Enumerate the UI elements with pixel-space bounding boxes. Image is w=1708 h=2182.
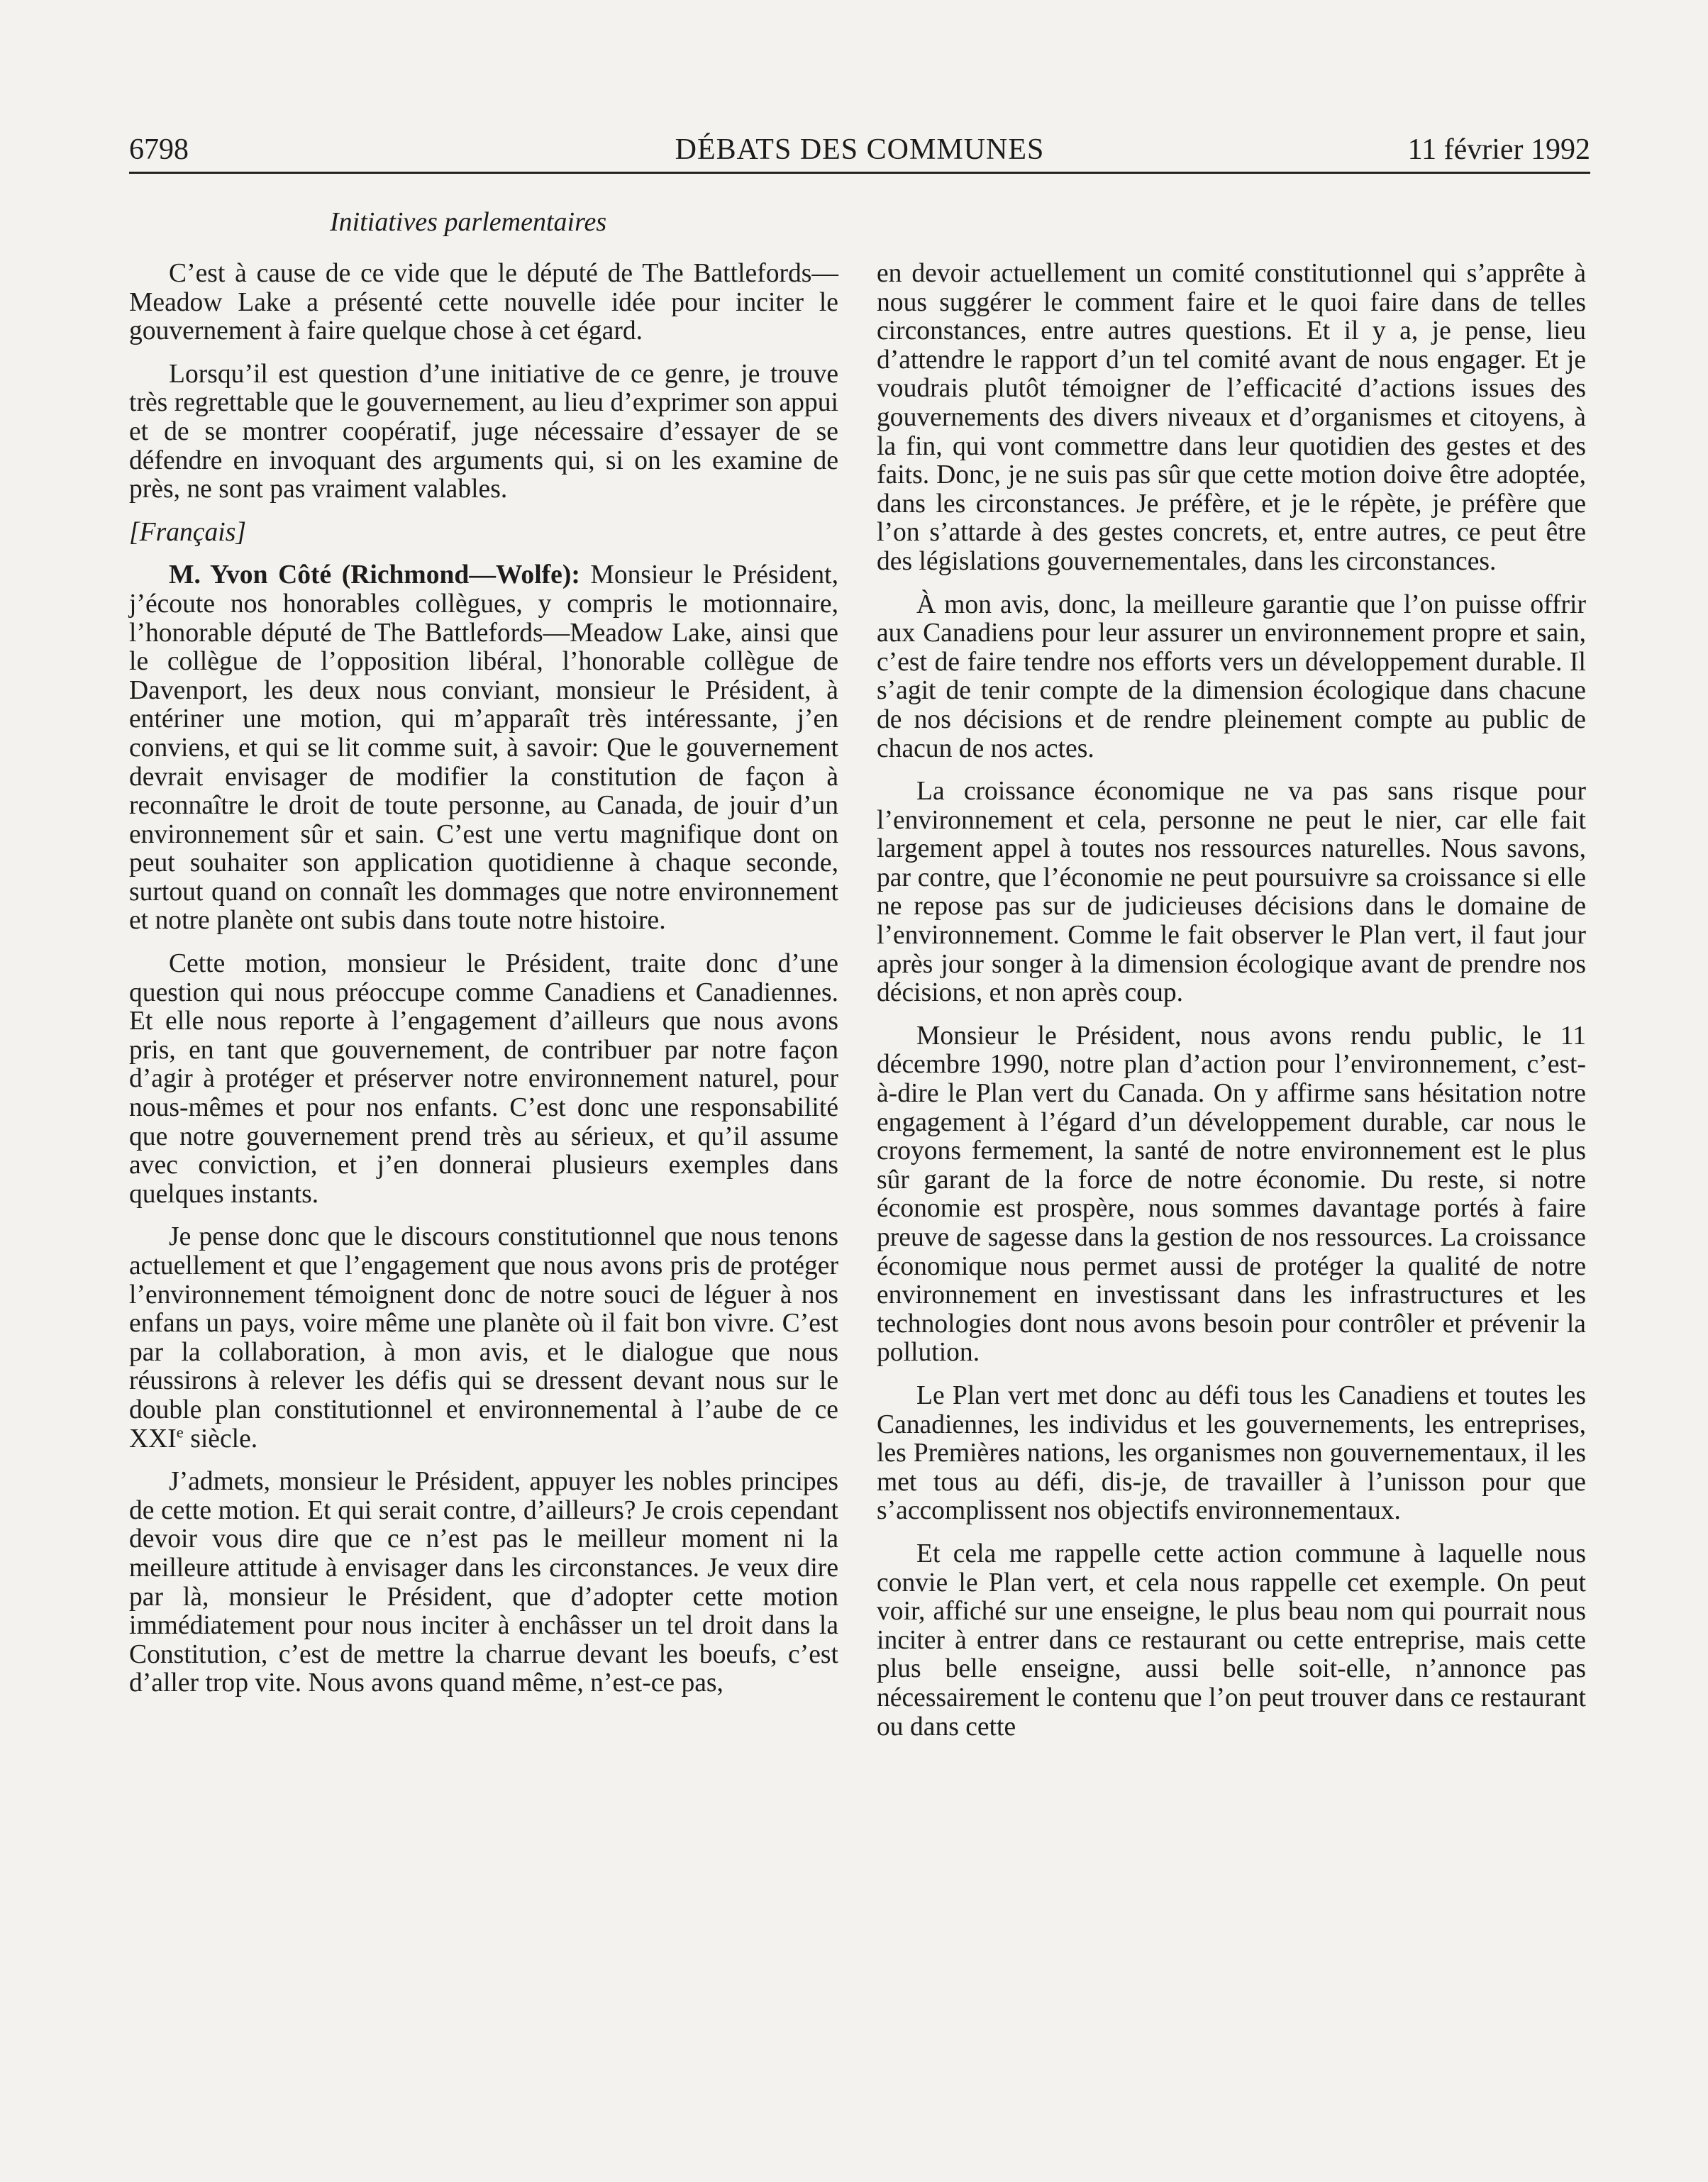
speech-paragraph: [129, 561, 838, 936]
paragraph-text-end: siècle.: [183, 1424, 258, 1453]
language-marker: [Français]: [129, 517, 246, 547]
paragraph: Le Plan vert met donc au défi tous les Canadiens et toutes les Canadiennes, les individus et les gouvernements, les entreprises, les Premières nations, les organismes non gouvernementaux, il les met tous au défi, dis-je, de travailler à l’unisson pour que s’accomplissent nos objectifs environnementaux.: [877, 1380, 1586, 1526]
paragraph: Lorsqu’il est question d’une initiative de ce genre, je trouve très regrettable que le gouvernement, au lieu d’exprimer son appui et de se montrer coopératif, juge nécessaire d’essayer de se défendre en invoquant des arguments qui, si on les examine de près, ne sont pas vraiment valables.: [129, 359, 838, 504]
paragraph: Monsieur le Président, nous avons rendu public, le 11 décembre 1990, notre plan d’action pour l’environnement, c’est-à-dire le Plan vert du Canada. On y affirme sans hésitation notre engagement à l’égard d’un développement durable, car nous le croyons fermement, la santé de notre environnement est le plus sûr garant de la force de notre économie. Du reste, si notre économie est prospère, nous sommes davantage portés à faire preuve de sagesse dans la gestion de nos ressources. La croissance économique nous permet aussi de protéger la qualité de notre environnement en investissant dans les infrastructures et les technologies dont nous avons besoin pour contrôler et prévenir la pollution.: [877, 1021, 1586, 1368]
speech-text: Monsieur le Président, j’écoute nos honorables collègues, y compris le motionnaire, l’honorable député de The Battlefords—Meadow Lake, ainsi que le collègue de l’opposition libéral, l’honorable collègue de Davenport, les deux nous conviant, monsieur le Président, à entériner une motion, qui m’apparaît très intéressante, j’en conviens, et qui se lit comme suit, à savoir: Que le gouvernement devrait envisager de modifier la constitution de façon à reconnaître le droit de toute personne, au Canada, de jouir d’un environnement sûr et sain. C’est une vertu magnifique dont on peut souhaiter son application quotidienne à chaque seconde, surtout quand on connaît les dommages que notre environnement et notre planète ont subis dans toute notre histoire.: [129, 560, 838, 936]
right-column: [877, 260, 1586, 1756]
superscript: e: [176, 1423, 184, 1441]
speaker-name: M. Yvon Côté (Richmond—Wolfe):: [169, 560, 580, 590]
page-header: [129, 132, 1590, 174]
issue-date: 11 février 1992: [1407, 133, 1590, 166]
paragraph-text: Je pense donc que le discours constitutionnel que nous tenons actuellement et que l’engagement que nous avons pris de protéger l’environnement témoignent donc de notre souci de léguer à nos enfans un pays, voire même une planète où il fait bon vivre. C’est par la collaboration, à mon avis, et le dialogue que nous réussirons à relever les défis qui se dressent devant nous sur le double plan constitutionnel et environnemental à l’aube de ce XXI: [129, 1222, 838, 1453]
section-heading: Initiatives parlementaires: [330, 207, 607, 237]
left-column: [129, 260, 838, 1712]
page-number: 6798: [129, 133, 189, 166]
paragraph-continued: en devoir actuellement un comité constitutionnel qui s’apprête à nous suggérer le comment faire et le quoi faire dans de telles circonstances, entre autres questions. Et il y a, je pense, lieu d’attendre le rapport d’un tel comité avant de nous engager. Et je voudrais plutôt témoigner de l’efficacité d’actions issues des gouvernements des divers niveaux et d’organismes et citoyens, à la fin, qui vont commettre dans leur quotidien des gestes et des faits. Donc, je ne suis pas sûr que cette motion doive être adoptée, dans les circonstances. Je préfère, et je le répète, je préfère que l’on s’attarde à des gestes concrets, et, entre autres, ce peut être des législations gouvernementales, dans les circonstances.: [877, 259, 1586, 576]
paragraph: J’admets, monsieur le Président, appuyer les nobles principes de cette motion. Et qui serait contre, d’ailleurs? Je crois cependant devoir vous dire que ce n’est pas le meilleur moment ni la meilleure attitude à envisager dans les circonstances. Je veux dire par là, monsieur le Président, que d’adopter cette motion immédiatement pour nous inciter à enchâsser un tel droit dans la Constitution, c’est de mettre la charrue devant les boeufs, c’est d’aller trop vite. Nous avons quand même, n’est-ce pas,: [129, 1467, 838, 1698]
paragraph: À mon avis, donc, la meilleure garantie que l’on puisse offrir aux Canadiens pour leur assurer un environnement propre et sain, c’est de faire tendre nos efforts vers un développement durable. Il s’agit de tenir compte de la dimension écologique dans chacune de nos décisions et de rendre pleinement compte au public de chacun de nos actes.: [877, 589, 1586, 763]
paragraph: [129, 1223, 838, 1453]
paragraph: Cette motion, monsieur le Président, traite donc d’une question qui nous préoccupe comme Canadiens et Canadiennes. Et elle nous reporte à l’engagement d’ailleurs que nous avons pris, en tant que gouvernement, de contribuer par notre façon d’agir à protéger et préserver notre environnement naturel, pour nous-mêmes et pour nos enfants. C’est donc une responsabilité que notre gouvernement prend très au sérieux, et qu’il assume avec conviction, et j’en donnerai plusieurs exemples dans quelques instants.: [129, 949, 838, 1209]
paragraph: C’est à cause de ce vide que le député de The Battlefords—Meadow Lake a présenté cette nouvelle idée pour inciter le gouvernement à faire quelque chose à cet égard.: [129, 259, 838, 346]
paragraph: La croissance économique ne va pas sans risque pour l’environnement et cela, personne ne peut le nier, car elle fait largement appel à toutes nos ressources naturelles. Nous savons, par contre, que l’économie ne peut poursuivre sa croissance si elle ne repose pas sur de judicieuses décisions dans le domaine de l’environnement. Comme le fait observer le Plan vert, il faut jour après jour songer à la dimension écologique avant de prendre nos décisions, et non après coup.: [877, 777, 1586, 1008]
paragraph: Et cela me rappelle cette action commune à laquelle nous convie le Plan vert, et cela nous rappelle cet exemple. On peut voir, affiché sur une enseigne, le plus beau nom qui pourrait nous inciter à entrer dans ce restaurant ou cette entreprise, mais cette plus belle enseigne, aussi belle soit-elle, n’annonce pas nécessairement le contenu que l’on peut trouver dans ce restaurant ou dans cette: [877, 1539, 1586, 1741]
publication-title: DÉBATS DES COMMUNES: [675, 133, 1045, 166]
